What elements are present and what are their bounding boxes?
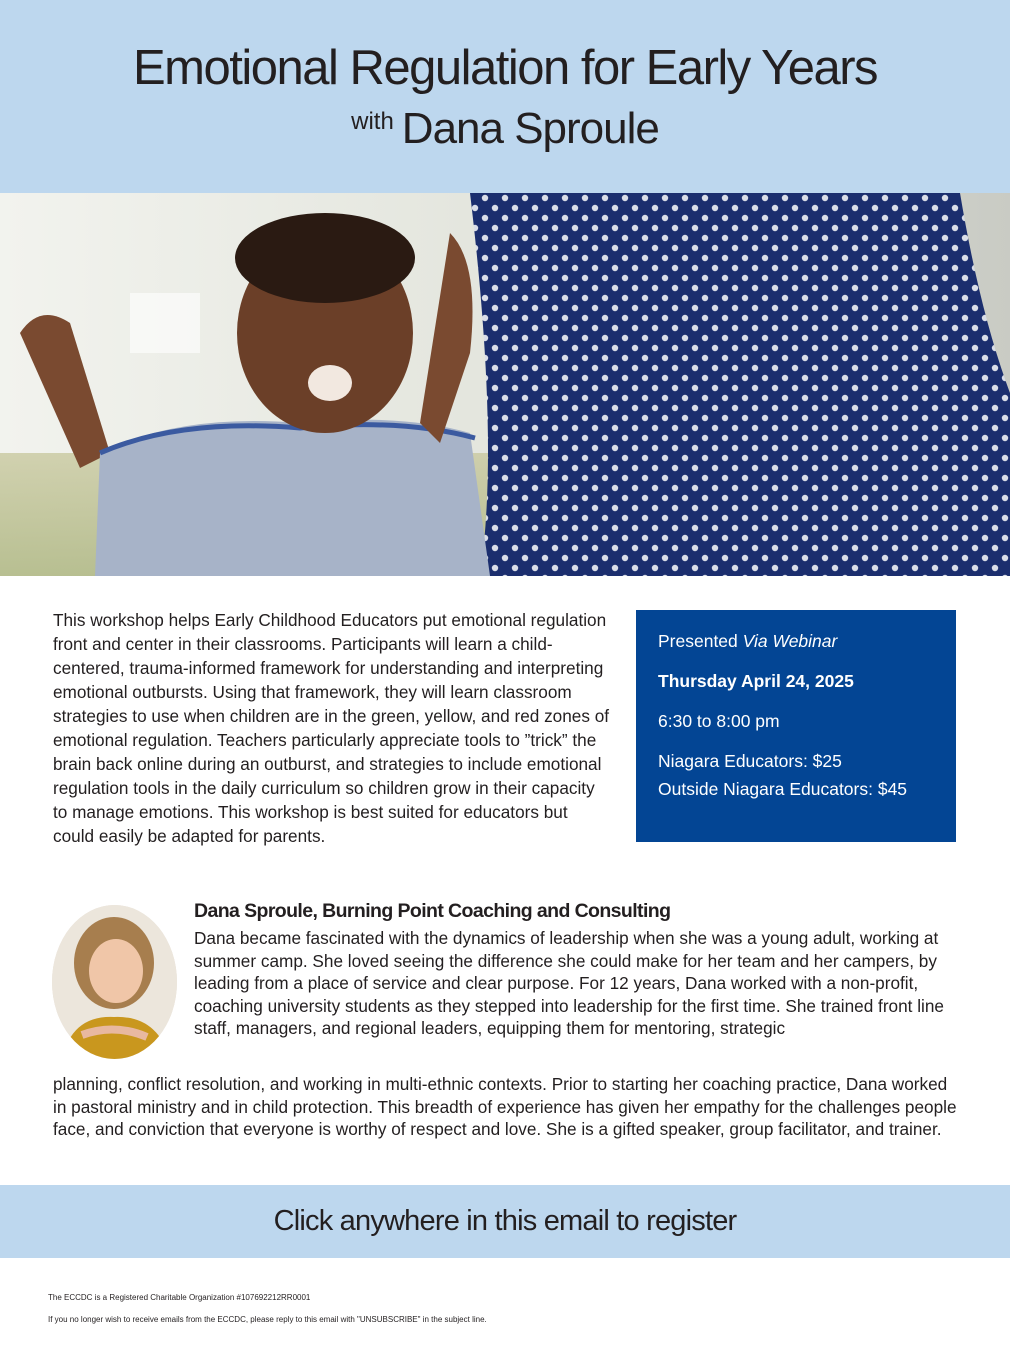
price-niagara: Niagara Educators: $25 — [658, 751, 842, 771]
with-label: with — [351, 108, 394, 135]
presenter-portrait — [52, 905, 177, 1059]
price-outside: Outside Niagara Educators: $45 — [658, 779, 908, 799]
presenter-bio-heading: Dana Sproule, Burning Point Coaching and Consulting — [194, 900, 671, 922]
presenter-bio-part1: Dana became fascinated with the dynamics of leadership when she was a young adult, working at summer camp. She loved seeing the difference she could make for her team and her campers, by leading from a place of service and clear purpose. For 12 years, Dana worked with a non-profit, coaching university students as they stepped into leadership for the first time. She trained front line staff, managers, and regional leaders, equipping them for mentoring, strategic — [194, 928, 944, 1038]
hero-photo[interactable] — [0, 193, 1010, 576]
hero-illustration — [0, 193, 1010, 576]
event-info-box — [636, 610, 956, 842]
unsubscribe-notice: If you no longer wish to receive emails from the ECCDC, please reply to this email with "UNSUBSCRIBE" in the subject line. — [48, 1315, 487, 1324]
presenter-line — [0, 104, 1010, 154]
price-list — [658, 750, 934, 800]
charity-notice: The ECCDC is a Registered Charitable Organization #107692212RR0001 — [48, 1293, 311, 1302]
event-time: 6:30 to 8:00 pm — [658, 711, 780, 731]
register-banner[interactable]: Click anywhere in this email to register — [0, 1185, 1010, 1258]
presenter-photo — [52, 905, 177, 1059]
presenter-bio-part2: planning, conflict resolution, and working in multi-ethnic contexts. Prior to starting her coaching practice, Dana worked in pastoral ministry and in child protection. This breadth of experience has given her empathy for the challenges people face, and conviction that everyone is worthy of respect and love. She is a gifted speaker, group facilitator, and trainer. — [53, 1074, 957, 1139]
workshop-description: This workshop helps Early Childhood Educators put emotional regulation front and center in their classrooms. Participants will learn a child-centered, trauma-informed framework for understanding and interpreting emotional outbursts. Using that framework, they will learn classroom strategies to use when children are in the green, yellow, and red zones of emotional regulation. Teachers particularly appreciate tools to ”trick” the brain back online during an outburst, and strategies to include emotional regulation tools in the daily curriculum so children grow in their capacity to manage emotions. This workshop is best suited for educators but could easily be adapted for parents. — [53, 610, 610, 846]
event-title: Emotional Regulation for Early Years — [132, 41, 878, 95]
via-webinar: Via Webinar — [742, 631, 838, 651]
event-date: Thursday April 24, 2025 — [658, 671, 854, 691]
header-banner[interactable] — [0, 0, 1010, 193]
delivery-mode — [658, 630, 934, 652]
presenter-name: Dana Sproule — [401, 104, 659, 153]
presented-label: Presented — [658, 631, 738, 651]
